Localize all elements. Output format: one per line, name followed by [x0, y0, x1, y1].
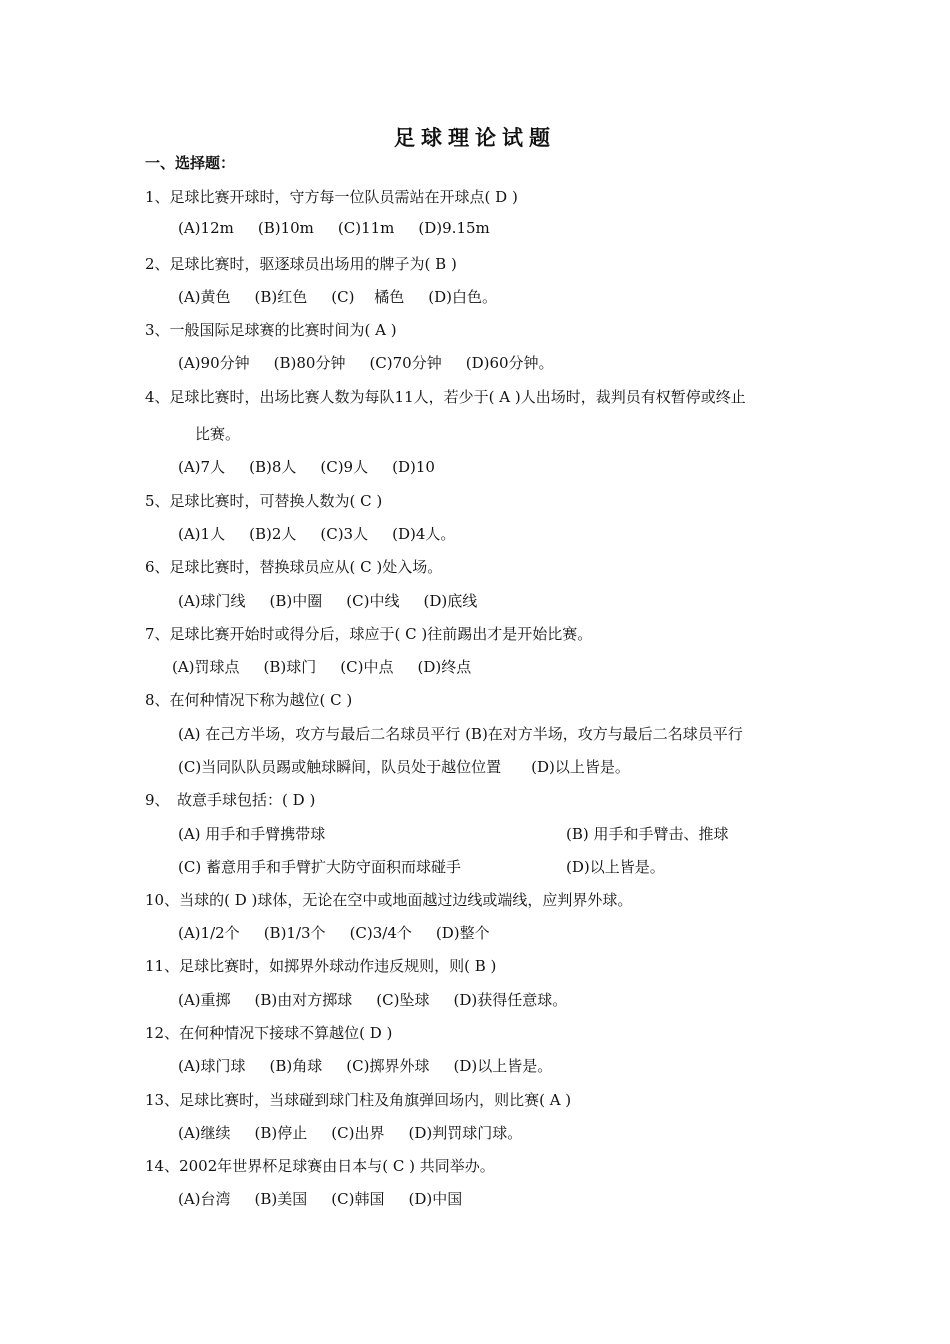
option: (C) 蓄意用手和手臂扩大防守面积而球碰手: [178, 858, 461, 876]
question-10: 10、当球的( D )球体，无论在空中或地面越过边线或端线，应判界外球。: [145, 891, 633, 909]
option: (B)由对方掷球: [254, 991, 353, 1009]
option: (A)1人: [178, 525, 226, 543]
option: (B)10m: [257, 219, 314, 237]
option: (A)球门球: [178, 1057, 246, 1075]
option: (D)获得任意球。: [453, 991, 568, 1009]
options-9-line-1: [178, 823, 838, 844]
option: (D)9.15m: [418, 219, 490, 237]
option: (C)3/4个: [349, 924, 412, 942]
option: (D)整个: [435, 924, 490, 942]
option: (D)以上皆是。: [566, 858, 665, 876]
option: (D)底线: [423, 592, 478, 610]
question-11: 11、足球比赛时，如掷界外球动作违反规则，则( B ): [145, 957, 497, 975]
option: (B)红色: [254, 288, 308, 306]
option: (A)12m: [178, 219, 234, 237]
option: (B)球门: [263, 658, 317, 676]
option: (C)掷界外球: [346, 1057, 430, 1075]
option: (A)1/2个: [178, 924, 240, 942]
option: (C)出界: [331, 1124, 385, 1142]
options-13: [178, 1122, 838, 1143]
question-1: 1、足球比赛开球时，守方每一位队员需站在开球点( D ): [145, 188, 518, 206]
option: (B)中圈: [269, 592, 323, 610]
option: (C)11m: [337, 219, 395, 237]
option: (C)中点: [340, 658, 394, 676]
question-12: 12、在何种情况下接球不算越位( D ): [145, 1024, 393, 1042]
page-title: 足球理论试题: [394, 125, 556, 150]
options-3: [178, 352, 838, 373]
option: (B)80分钟: [273, 354, 346, 372]
option: (C)坠球: [376, 991, 430, 1009]
option: (D)60分钟。: [465, 354, 554, 372]
option: (A)球门线: [178, 592, 246, 610]
option: (B)角球: [269, 1057, 323, 1075]
option: (D)判罚球门球。: [408, 1124, 523, 1142]
option: (D)以上皆是。: [453, 1057, 553, 1075]
question-4: 4、足球比赛时，出场比赛人数为每队11人，若少于( A )人出场时，裁判员有权暂停或终止: [145, 388, 746, 406]
question-7: 7、足球比赛开始时或得分后，球应于( C )往前踢出才是开始比赛。: [145, 625, 593, 643]
option: (A)罚球点: [172, 658, 240, 676]
option: (A) 在己方半场，攻方与最后二名球员平行 (B)在对方半场，攻方与最后二名球员平行: [178, 725, 743, 743]
question-5: 5、足球比赛时，可替换人数为( C ): [145, 492, 383, 510]
option: (D)4人。: [392, 525, 456, 543]
option: (C)中线: [346, 592, 400, 610]
question-6: 6、足球比赛时，替换球员应从( C )处入场。: [145, 558, 443, 576]
option: (A)重掷: [178, 991, 231, 1009]
question-2: 2、足球比赛时，驱逐球员出场用的牌子为( B ): [145, 255, 457, 273]
option: (B)8人: [249, 458, 297, 476]
options-1: [178, 219, 838, 237]
option: (C)70分钟: [369, 354, 442, 372]
question-13: 13、足球比赛时，当球碰到球门柱及角旗弹回场内，则比赛( A ): [145, 1091, 572, 1109]
options-10: [178, 922, 838, 943]
option: (A) 用手和手臂携带球: [178, 825, 326, 843]
option: (B) 用手和手臂击、推球: [566, 825, 729, 843]
option: (A)台湾: [178, 1190, 231, 1208]
option: (A)90分钟: [178, 354, 250, 372]
option: (A)7人: [178, 458, 226, 476]
options-4: [178, 456, 838, 477]
section-heading: 一、选择题：: [145, 154, 236, 172]
question-14: 14、2002年世界杯足球赛由日本与( C ) 共同举办。: [145, 1157, 495, 1175]
option: (B)停止: [254, 1124, 308, 1142]
options-6: [178, 590, 838, 611]
question-8: 8、在何种情况下称为越位( C ): [145, 691, 353, 709]
option: (C) 橘色: [331, 288, 405, 306]
question-9: 9、 故意手球包括：( D ): [145, 791, 316, 809]
options-8-line-1: [178, 723, 838, 744]
option: (B)2人: [249, 525, 297, 543]
question-3: 3、一般国际足球赛的比赛时间为( A ): [145, 321, 397, 339]
option: (D)终点: [417, 658, 472, 676]
option: (C)3人: [320, 525, 369, 543]
option: (D)中国: [408, 1190, 463, 1208]
options-8-line-2: [178, 756, 838, 777]
options-12: [178, 1055, 838, 1076]
option: (C)9人: [320, 458, 369, 476]
option: (C)韩国: [331, 1190, 385, 1208]
options-14: [178, 1188, 838, 1209]
options-9-line-2: [178, 856, 838, 877]
option: (C)当同队队员踢或触球瞬间，队员处于越位位置 (D)以上皆是。: [178, 758, 630, 776]
options-5: [178, 523, 838, 544]
options-11: [178, 989, 838, 1010]
question-4-continuation: 比赛。: [195, 425, 241, 443]
option: (B)美国: [254, 1190, 308, 1208]
options-7: [172, 656, 832, 677]
option: (A)黄色: [178, 288, 231, 306]
option: (A)继续: [178, 1124, 231, 1142]
option: (D)10: [392, 458, 435, 476]
options-2: [178, 286, 838, 307]
option: (D)白色。: [428, 288, 497, 306]
option: (B)1/3个: [263, 924, 326, 942]
